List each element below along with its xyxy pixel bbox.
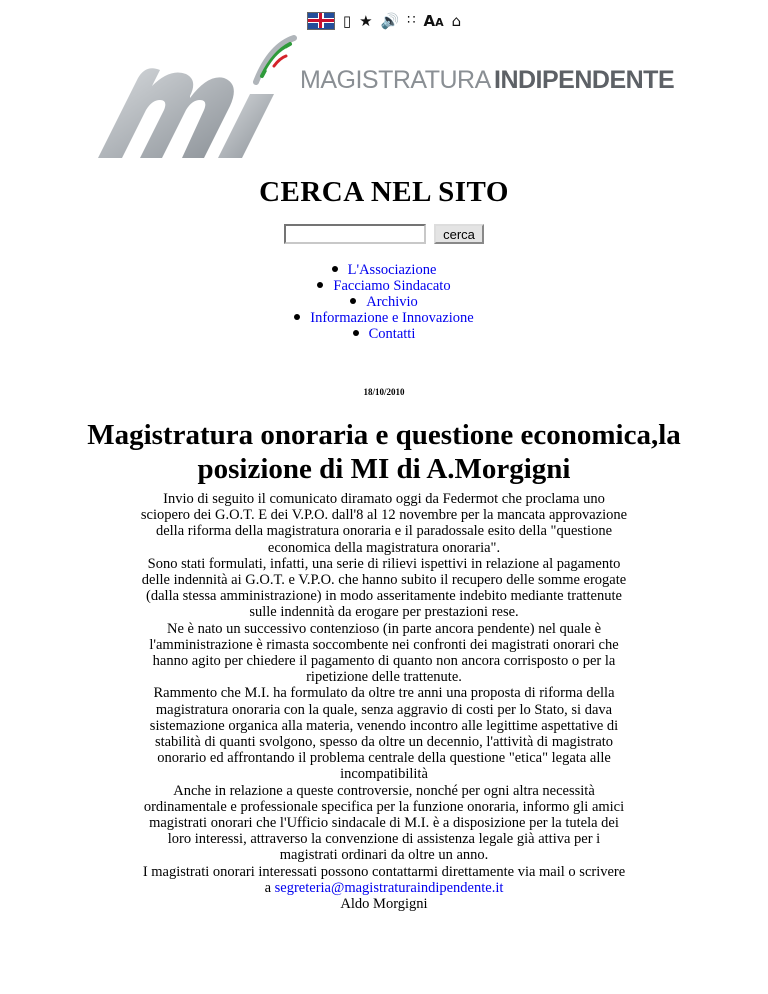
search-input[interactable] [284,224,426,244]
search-title: CERCA NEL SITO [259,176,509,208]
home-icon[interactable]: ⌂ [451,12,462,31]
nav-link[interactable]: Facciamo Sindacato [333,278,451,294]
logo-text-light: MAGISTRATURA [300,66,491,94]
article-body [140,491,628,912]
logo-text-bold: INDIPENDENTE [494,66,675,94]
search-button[interactable]: cerca [434,224,484,244]
nav-item-associazione [0,262,768,278]
nav-link[interactable]: Informazione e Innovazione [310,310,474,326]
bullet-icon [353,330,359,336]
nav-link[interactable]: Archivio [366,294,418,310]
contact-text: I magistrati onorari interessati possono contattarmi direttamente via mail o scrivere a [142,863,626,896]
nav-item-contatti [0,326,768,342]
article-title: Magistratura onoraria e questione economica,la posizione di MI di A.Morgigni [87,419,681,485]
star-icon[interactable]: ★ [359,12,373,31]
article-paragraph: Ne è nato un successivo contenzioso (in parte ancora pendente) nel quale è l'amministrazione è rimasta soccombente nei confronti dei magistrati onorari che hanno agito per chiedere il pagamento di quanto non ancora corrisposto o per la ripetizione delle trattenute. [149,620,619,686]
bullet-icon [294,314,300,320]
email-link[interactable]: segreteria@magistraturaindipendente.it [274,879,504,896]
uk-flag-icon[interactable] [307,12,335,30]
site-logo[interactable] [90,30,700,170]
main-nav [0,262,768,342]
bullet-icon [317,282,323,288]
article-paragraph: Anche in relazione a queste controversie, nonché per ogni altra necessità ordinamentale e professionale specifica per la funzione onoraria, informo gli amici magistrati onorari che l'Ufficio sindacale di M.I. è a disposizione per la tutela dei loro interessi, attraverso la convenzione di assistenza legale già attiva per i magistrati ordinari da oltre un anno. [143,782,625,864]
rss-icon[interactable]: ∷ [407,13,416,29]
bullet-icon [350,298,356,304]
mobile-icon[interactable]: ▯ [342,12,352,31]
speaker-icon[interactable]: 🔊 [380,12,400,31]
logo-mark [98,38,294,158]
article-paragraph: Invio di seguito il comunicato diramato oggi da Federmot che proclama uno sciopero dei G.O.T. E dei V.P.O. dall'8 al 12 novembre per la mancata approvazione della riforma della magistratura onoraria e il paradossale esito della "questione economica della magistratura onoraria". [140,491,628,556]
nav-link[interactable]: L'Associazione [347,262,437,278]
nav-link[interactable]: Contatti [368,326,416,342]
contact-paragraph [140,864,628,896]
search-form [0,224,768,244]
nav-item-archivio [0,294,768,310]
nav-item-sindacato [0,278,768,294]
article-date: 18/10/2010 [363,387,405,397]
article-paragraph: Sono stati formulati, infatti, una serie di rilievi ispettivi in relazione al pagamento delle indennità ai G.O.T. e V.P.O. che hanno subito il recupero delle somme erogate (dalla stessa amministrazione) in modo asseritamente indebito mediante trattenute sulle indennità da erogare per prestazioni rese. [141,555,627,621]
article-paragraph: Rammento che M.I. ha formulato da oltre tre anni una proposta di riforma della magistratura onoraria con la quale, senza aggravio di costi per lo Stato, si dava sistemazione organica alla materia, venendo incontro alle legittime aspettative di stabilità di quanti svolgono, spesso da oltre un decennio, l'attività di magistrato onorario ed affrontando il problema centrale della questione "etica" legata alle incompatibilità [149,685,619,783]
text-size-icon[interactable]: AA [423,12,444,31]
signature: Aldo Morgigni [340,896,428,913]
bullet-icon [332,266,338,272]
nav-item-informazione [0,310,768,326]
